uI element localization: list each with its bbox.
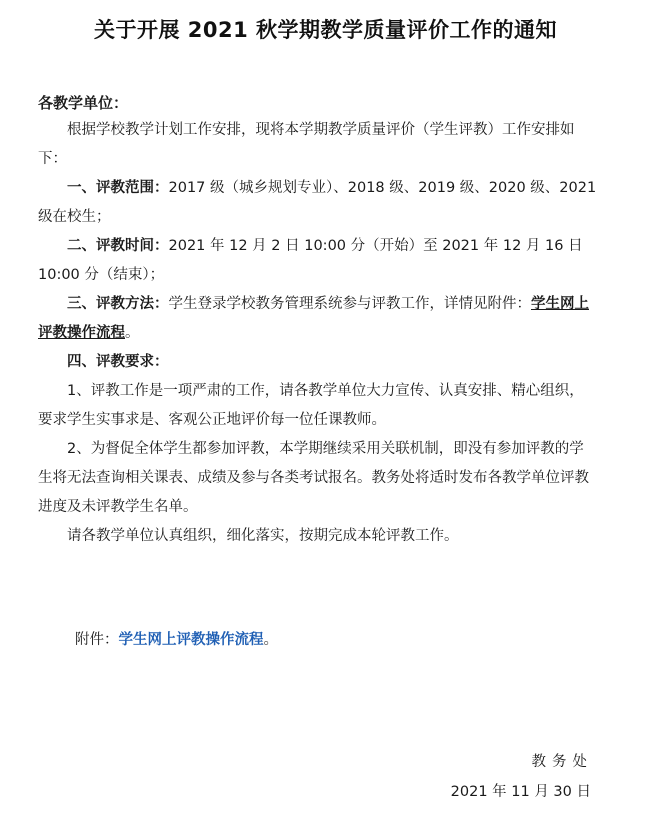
item-time-label: 二、评教时间： [67,238,169,254]
requirement-1: 1、评教工作是一项严肃的工作，请各教学单位大力宣传、认真安排、精心组织，要求学生实事求是、客观公正地评价每一位任课教师。 [38,383,584,428]
requirement-2: 2、为督促全体学生都参加评教，本学期继续采用关联机制，即没有参加评教的学生将无法查询相关课表、成绩及参与各类考试报名。教务处将适时发布各教学单位评教进度及未评教学生名单。 [38,441,589,515]
page-title: 关于开展 2021 秋学期教学质量评价工作的通知 [93,18,558,42]
addressee: 各教学单位： [38,94,129,112]
closing-paragraph: 请各教学单位认真组织，细化落实，按期完成本轮评教工作。 [67,528,459,544]
item-scope-label: 一、评教范围： [67,180,169,196]
item-time-text: 2021 年 12 月 2 日 10:00 分（开始）至 2021 年 12 月 16 日 10:00 分（结束）； [38,238,583,283]
item-requirements-label: 四、评教要求： [67,354,169,370]
method-guide-link[interactable]: 学生网上评教操作流程 [38,296,589,341]
notice-body [38,116,598,551]
item-scope [38,174,598,232]
attachment-suffix: 。 [263,632,278,648]
attachment-label: 附件： [75,632,119,648]
attachment-line [75,628,278,649]
attachment-link[interactable]: 学生网上评教操作流程 [118,632,264,648]
item-method-suffix: 。 [125,325,140,341]
item-method-label: 三、评教方法： [67,296,169,312]
item-time [38,232,598,290]
item-scope-text: 2017 级（城乡规划专业）、2018 级、2019 级、2020 级、2021 级在校生； [38,180,597,225]
signature-date: 2021 年 11 月 30 日 [450,784,591,800]
signature-org: 教务处 [531,754,593,770]
item-method-text: 学生登录学校教务管理系统参与评教工作，详情见附件： [168,296,531,312]
item-requirements [38,348,598,377]
item-method [38,290,598,348]
intro-paragraph: 根据学校教学计划工作安排，现将本学期教学质量评价（学生评教）工作安排如下： [38,122,575,167]
